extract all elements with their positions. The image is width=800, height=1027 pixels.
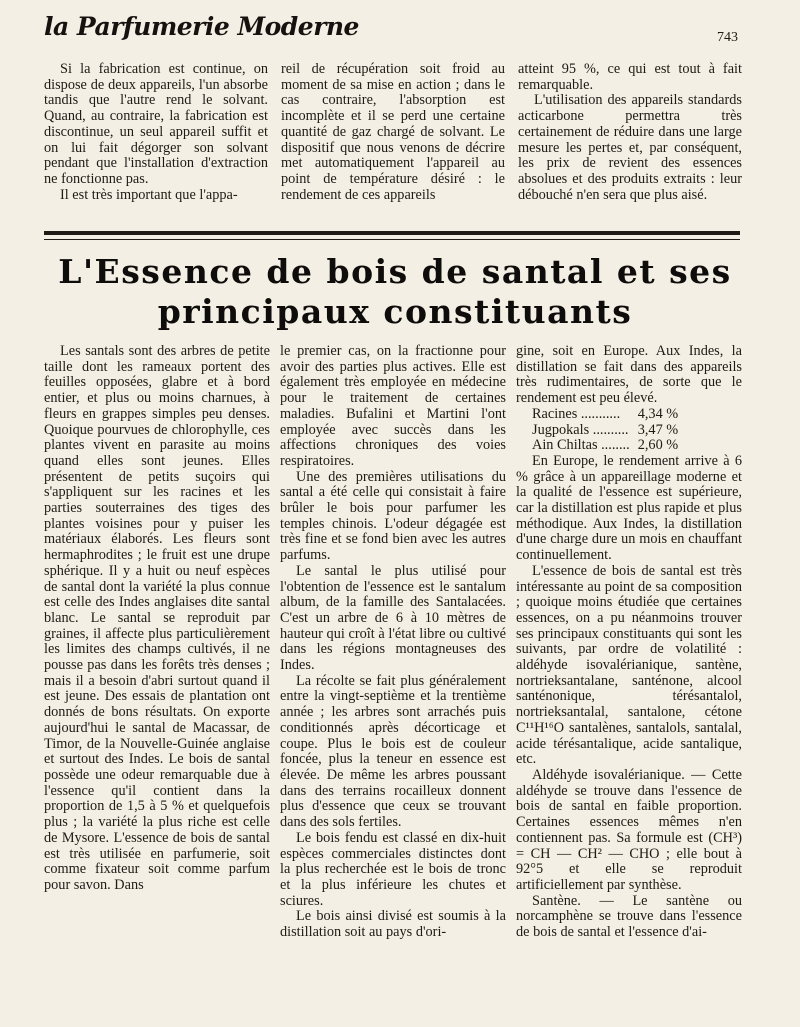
article-title-line-2: principaux constituants — [157, 292, 633, 331]
paragraph: L'utilisation des appareils standards acticarbone permettra très certainement de réduire dans une large mesure les pertes et, par conséquent, les prix de revient des essences absolues et des produits extraits : leur débouché n'en sera que plus aisé. — [518, 92, 742, 203]
previous-article-continuation — [44, 62, 742, 220]
paragraph: Si la fabrication est continue, on dispose de deux appareils, l'un absorbe tandis que l'autre rend le solvant. Quand, au contraire, la fabrication est discontinue, un seul appareil suffit et on lui fait dégorger son solvant pendant que l'installation d'extraction ne fonctionne pas. — [44, 62, 268, 187]
paragraph: gine, soit en Europe. Aux Indes, la distillation se fait dans des appareils très rudimentaires, de sorte que le rendement est peu élevé. — [516, 344, 742, 407]
paragraph: le premier cas, on la fractionne pour avoir des parties plus actives. Elle est également très employée en médecine pour le traitement de certaines maladies. Bufalini et Martini l'ont employée avec succès dans les affections chroniques des voies respiratoires. — [280, 344, 506, 469]
article-column-2 — [280, 344, 506, 1024]
article-column-3 — [516, 344, 742, 1024]
yield-value: 4,34 % — [637, 405, 679, 422]
section-divider-thick — [44, 231, 740, 235]
paragraph: Une des premières utilisations du santal a été celle qui consistait à faire brûler le bois pour parfumer les temples chinois. L'odeur dégagée est très fine et se fond bien avec les autres parfums. — [280, 468, 506, 564]
paragraph: Le bois ainsi divisé est soumis à la distillation soit au pays d'ori- — [280, 908, 506, 941]
article-column-1 — [44, 344, 270, 1024]
yield-label: Racines ........... — [532, 405, 621, 422]
paragraph: En Europe, le rendement arrive à 6 % grâce à un appareillage moderne et la qualité de l'essence est supérieure, car la distillation est plus rapide et plus méthodique. Aux Indes, la distillation d'une charge dure un mois en chauffant continuellement. — [516, 452, 742, 564]
masthead-logo: la Parfumerie Moderne — [44, 12, 359, 41]
yield-value: 3,47 % — [637, 421, 679, 438]
article-title — [40, 252, 750, 332]
yield-value: 2,60 % — [637, 437, 679, 454]
top-column-3 — [518, 62, 742, 220]
table-row — [532, 423, 678, 439]
paragraph: Santène. — Le santène ou norcamphène se trouve dans l'essence de bois de santal et l'essence d'ai- — [516, 892, 742, 941]
page-number: 743 — [717, 30, 738, 45]
paragraph: Le bois fendu est classé en dix-huit espèces commerciales distinctes dont la plus recherchée est le bois de tronc et la plus inférieure les chutes et sciures. — [280, 829, 506, 909]
paragraph: Les santals sont des arbres de petite taille dont les rameaux portent des feuilles opposées, glabre et à bord entier, et plus ou moins charnues, à fleurs en grappes simples peu denses. Quoique pourvues de chlorophylle, ces plantes vivent en parasite au moins quand elles sont jeunes. Elles présentent de petits suçoirs qui s'appliquent sur les racines et les parties souterraines des tiges des plantes voisines pour y puiser les matériaux élaborés. Les fleurs sont hermaphrodites ; le fruit est une drupe sphérique. Il y a huit ou neuf espèces de santal dont la variété la plus connue est celle des Indes anglaises dite santal blanc. Le santal se reproduit par graines, il affecte plus particulièrement les limites des champs cultivés, il ne pousse pas dans les forêts très denses ; mais il a besoin d'abri surtout quand il est jeune. Des essais de plantation ont donnés de bons résultats. On exporte aujourd'hui le santal de Macassar, de Timor, de la Nouvelle-Guinée anglaise et surtout des Indes. Le bois de santal possède une odeur remarquable due à l'essence qu'il contient dans la proportion de 1,5 à 5 % et quelquefois plus ; la variété la plus riche est celle de Mysore. L'essence de bois de santal est très utilisée en parfumerie, soit comme fixateur soit comme parfum pour savon. Dans — [44, 344, 270, 893]
table-row — [532, 438, 678, 454]
top-column-1 — [44, 62, 268, 220]
paragraph: Le santal le plus utilisé pour l'obtention de l'essence est le santalum album, de la famille des Santalacées. C'est un arbre de 6 à 10 mètres de hauteur qui croît à l'état libre ou cultivé dans les régions montagneuses des Indes. — [280, 562, 506, 674]
article-body — [44, 344, 742, 1024]
paragraph: La récolte se fait plus généralement entre la vingt-septième et la trentième année ; les arbres sont arrachés puis conditionnés après décorticage et coupe. Plus le bois est de couleur foncée, plus la teneur en essence est élevée. De même les arbres poussant dans des terrains rocailleux donnent plus d'essence que ceux se trouvant dans des sols fertiles. — [280, 672, 506, 831]
paragraph: Il est très important que l'appa- — [60, 186, 238, 203]
table-row — [532, 407, 678, 423]
section-divider-thin — [44, 239, 740, 240]
paragraph: atteint 95 %, ce qui est tout à fait remarquable. — [518, 62, 742, 93]
yield-table — [532, 407, 678, 454]
paragraph: reil de récupération soit froid au moment de sa mise en action ; dans le cas contraire, l'absorption est incomplète et il se perd une certaine quantité de gaz chargé de solvant. Le dispositif que nous venons de décrire met automatiquement l'appareil au point de température désiré : le rendement de ces appareils — [281, 62, 505, 203]
paragraph: L'essence de bois de santal est très intéressante au point de sa composition ; quoique moins étudiée que certaines essences, on a pu néanmoins trouver ses principaux constituants qui sont les suivants, par ordre de volatilité : aldéhyde isovalérianique, santène, nortrieksantalane, santénone, alcool santénonique, térésantalol, nortrieksantalal, santalone, cétone C¹¹H¹⁶O santalènes, santalols, santalal, acide térésantalique, acide santalique, etc. — [516, 562, 742, 768]
top-column-2 — [281, 62, 505, 220]
article-title-line-1: L'Essence de bois de santal et ses — [58, 252, 732, 291]
paragraph: Aldéhyde isovalérianique. — Cette aldéhyde se trouve dans l'essence de bois de santal en faible proportion. Certaines essences mêmes n'en contiennent pas. Sa formule est (CH³) = CH — CH² — CHO ; elle bout à 92°5 et elle se reproduit artificiellement par synthèse. — [516, 766, 742, 893]
yield-label: Ain Chiltas ........ — [532, 437, 630, 454]
yield-label: Jugpokals .......... — [532, 421, 629, 438]
